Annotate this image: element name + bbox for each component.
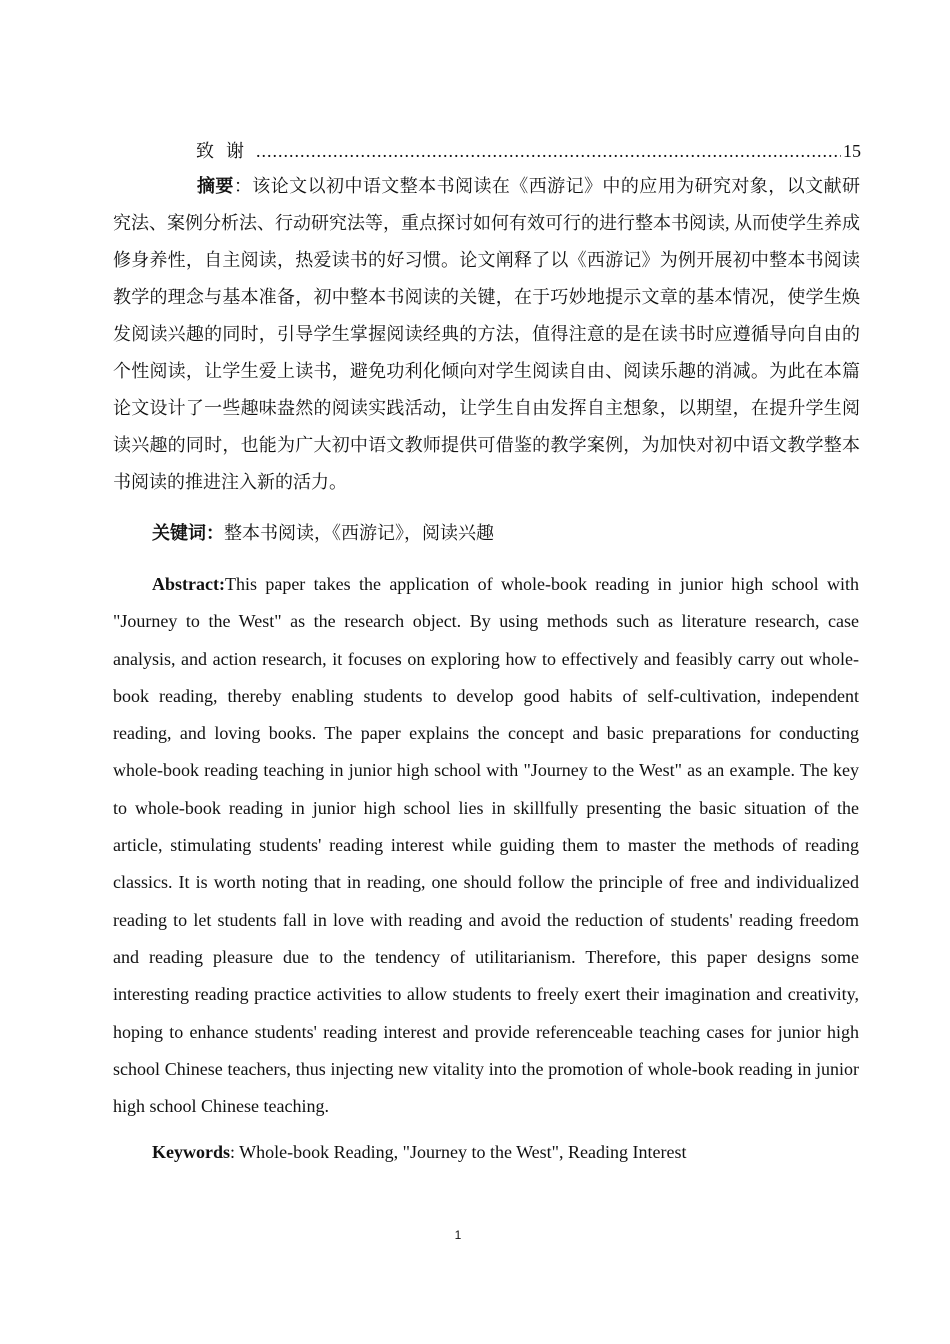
chinese-abstract-separator: ： [233, 176, 253, 196]
toc-leader-dots [256, 138, 841, 164]
english-abstract-separator: : [218, 574, 225, 594]
english-keywords-label: Keywords [152, 1142, 230, 1162]
chinese-keywords-label: 关键词： [152, 523, 224, 543]
english-keywords-line [152, 1138, 687, 1166]
toc-entry-page-number: 15 [843, 141, 861, 161]
chinese-abstract-label: 摘要 [197, 176, 234, 196]
english-abstract-paragraph [113, 566, 859, 1125]
chinese-keywords-text: 整本书阅读，《西游记》，阅读兴趣 [224, 523, 494, 543]
chinese-keywords-line [152, 518, 494, 548]
english-keywords-text: : Whole-book Reading, "Journey to the West", Reading Interest [230, 1142, 687, 1162]
chinese-abstract-paragraph [113, 168, 860, 501]
page-number: 1 [454, 1228, 462, 1242]
chinese-abstract-text: 该论文以初中语文整本书阅读在《西游记》中的应用为研究对象，以文献研究法、案例分析法、行动研究法等，重点探讨如何有效可行的进行整本书阅读, 从而使学生养成修身养性，自主阅读，热爱读书的好习惯。论文阐释了以《西游记》为例开展初中整本书阅读教学的理念与基本准备，初中整本书阅读的关键，在于巧妙地提示文章的基本情况，使学生焕发阅读兴趣的同时，引导学生掌握阅读经典的方法，值得注意的是在读书时应遵循导向自由的个性阅读，让学生爱上读书，避免功利化倾向对学生阅读自由、阅读乐趣的消减。为此在本篇论文设计了一些趣味盎然的阅读实践活动，让学生自由发挥自主想象，以期望，在提升学生阅读兴趣的同时，也能为广大初中语文教师提供可借鉴的教学案例，为加快对初中语文教学整本书阅读的推进注入新的活力。 [113, 176, 861, 492]
toc-entry-acknowledgements[interactable] [196, 138, 861, 164]
english-abstract-text: This paper takes the application of whole-book reading in junior high school with "Journey to the West" as the research object. By using methods such as literature research, case analysis, and action research, it focuses on exploring how to effectively and feasibly carry out whole-book reading, thereby enabling students to develop good habits of self-cultivation, independent reading, and loving books. The paper explains the concept and basic preparations for conducting whole-book reading teaching in junior high school with "Journey to the West" as an example. The key to whole-book reading in junior high school lies in skillfully presenting the basic situation of the article, stimulating students' reading interest while guiding them to master the methods of reading classics. It is worth noting that in reading, one should follow the principle of free and individualized reading to let students fall in love with reading and avoid the reduction of students' reading freedom and reading pleasure due to the tendency of utilitarianism. Therefore, this paper designs some interesting reading practice activities to allow students to freely exert their imagination and creativity, hoping to enhance students' reading interest and provide referenceable teaching cases for junior high school Chinese teachers, thus injecting new vitality into the promotion of whole-book reading in junior high school Chinese teaching. [113, 574, 859, 1117]
english-abstract-label: Abstract [152, 574, 219, 594]
toc-entry-title: 致谢 [196, 141, 256, 161]
